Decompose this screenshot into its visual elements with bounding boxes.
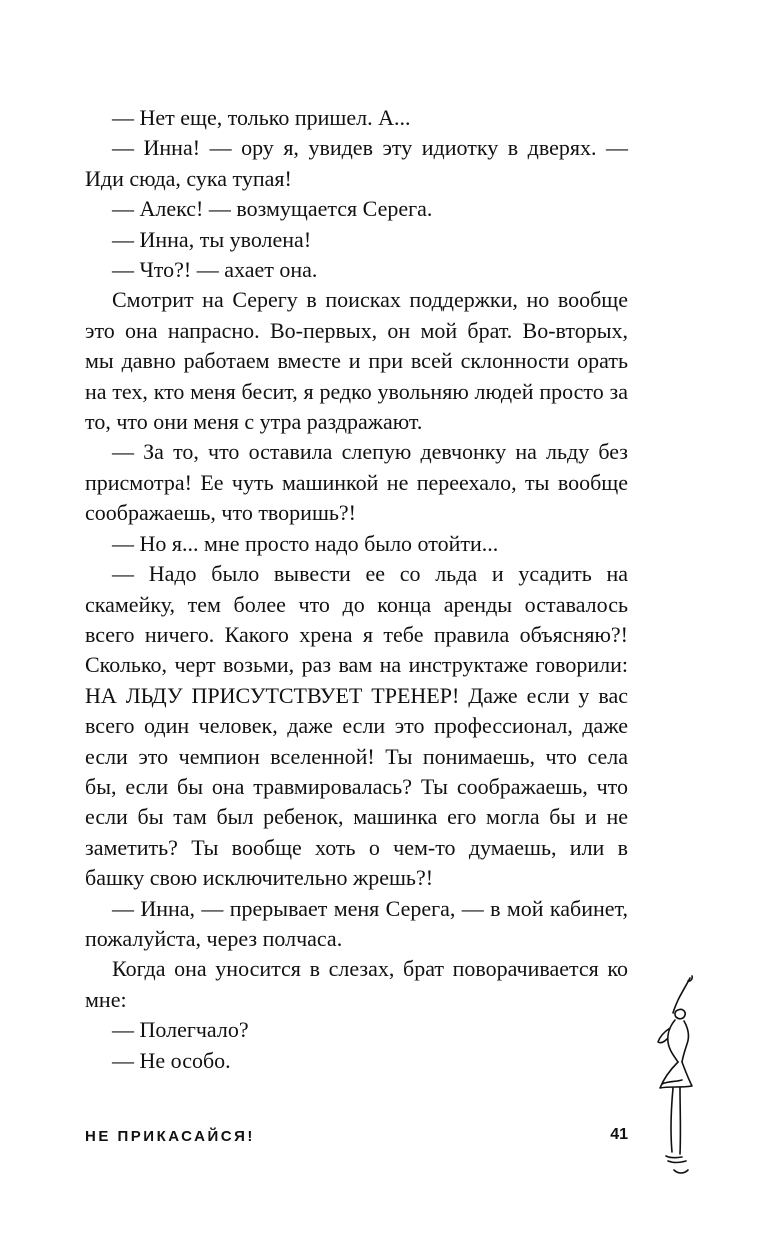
body-text	[85, 103, 628, 1076]
paragraph: — Инна, ты уволена!	[112, 226, 312, 252]
paragraph: — Но я... мне просто надо было отойти...	[112, 530, 499, 556]
paragraph: — Инна, — прерывает меня Серега, — в мой кабинет, пожалуйста, через полчаса.	[85, 895, 628, 951]
paragraph: — За то, что оставила слепую девчонку на льду без присмотра! Ее чуть машинкой не переехало, ты вообще соображаешь, что творишь?!	[85, 439, 628, 526]
running-footer-title: НЕ ПРИКАСАЙСЯ!	[85, 1128, 255, 1145]
paragraph: — Не особо.	[112, 1047, 231, 1073]
paragraph: — Надо было вывести ее со льда и усадить на скамейку, тем более что до конца аренды оставалось всего ничего. Какого хрена я тебе правила объясняю?! Сколько, черт возьми, раз вам на инструктаже говорили: НА ЛЬДУ ПРИСУТСТВУЕТ ТРЕНЕР! Даже если у вас всего один человек, даже если это профессионал, даже если это чемпион вселенной! Ты понимаешь, что села бы, если бы она травмировалась? Ты соображаешь, что если бы там был ребенок, машинка его могла бы и не заметить? Ты вообще хоть о чем-то думаешь, или в башку свою исключительно жрешь?!	[85, 561, 628, 891]
paragraph: Когда она уносится в слезах, брат поворачивается ко мне:	[85, 956, 628, 1012]
paragraph: — Нет еще, только пришел. А...	[112, 105, 411, 130]
figure-skater-icon	[640, 970, 710, 1185]
paragraph: Смотрит на Серегу в поисках поддержки, но вообще это она напрасно. Во-первых, он мой брат. Во-вторых, мы давно работаем вместе и при всей склонности орать на тех, кто меня бесит, я редко увольняю людей просто за то, что они меня с утра раздражают.	[85, 287, 628, 435]
paragraph: — Что?! — ахает она.	[112, 257, 318, 283]
page-number: 41	[610, 1126, 628, 1143]
paragraph: — Алекс! — возмущается Серега.	[112, 196, 433, 222]
paragraph: — Инна! — ору я, увидев эту идиотку в дверях. — Иди сюда, сука тупая!	[85, 135, 628, 191]
paragraph: — Полегчало?	[112, 1017, 249, 1043]
